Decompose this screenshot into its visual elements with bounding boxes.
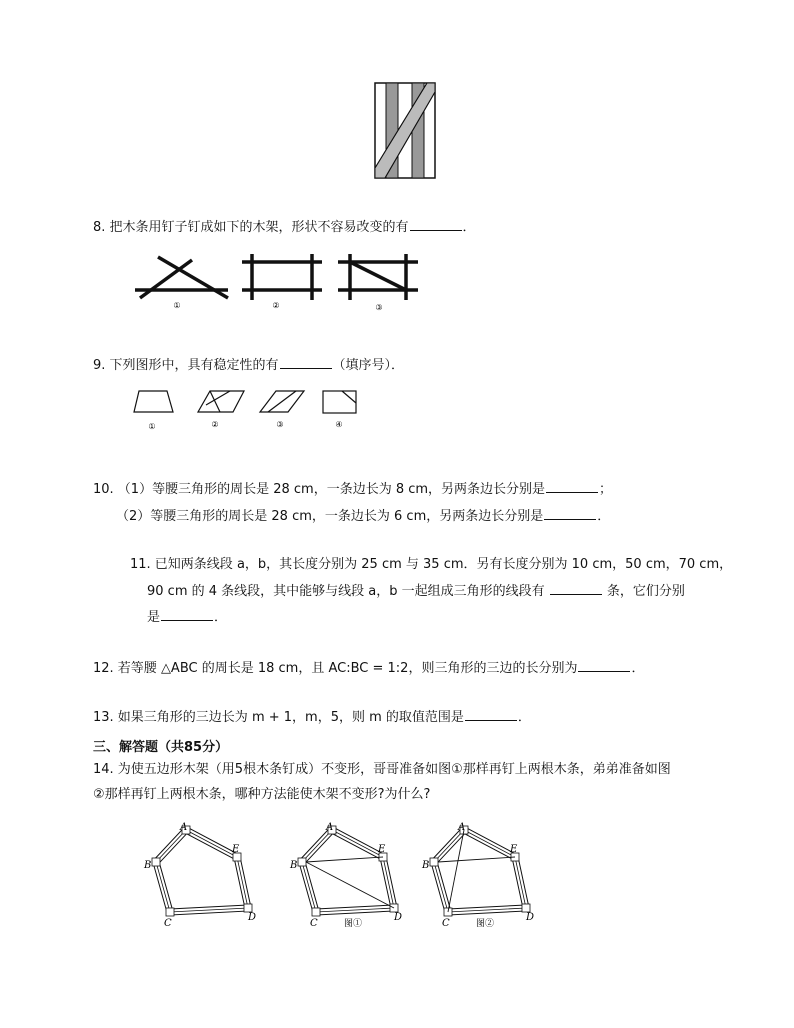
- question-8: 8. 把木条用钉子钉成如下的木架，形状不容易改变的有 ．: [93, 220, 476, 235]
- question-12: 12. 若等腰 △ABC 的周长是 18 cm，且 AC:BC = 1:2，则三角形的三边的长分别为 ．: [93, 661, 645, 676]
- answer-blank: [280, 356, 332, 369]
- frame-label-1: ①: [173, 301, 181, 310]
- answer-blank: [161, 608, 213, 621]
- section-3-title: 三、解答题（共85分）: [93, 740, 229, 755]
- answer-blank: [550, 582, 602, 595]
- shape-label-1: ①: [148, 422, 156, 431]
- svg-text:B: B: [290, 860, 298, 871]
- question-9: 9. 下列图形中，具有稳定性的有 （填序号）．: [93, 358, 405, 373]
- pentagon-frames-figure: [140, 822, 560, 932]
- answer-blank: [465, 708, 517, 721]
- caption-figure-1: 图①: [344, 919, 363, 929]
- svg-text:C: C: [442, 918, 450, 929]
- svg-text:D: D: [394, 912, 403, 923]
- svg-text:A: A: [180, 822, 188, 833]
- question-11-line-2: 90 cm 的 4 条线段，其中能够与线段 a，b 一起组成三角形的线段有 条，它们分别: [147, 584, 685, 599]
- pentagon-method-2: [421, 822, 534, 929]
- question-10-part-2: （2）等腰三角形的周长是 28 cm，一条边长为 6 cm，另两条边长分别是 ．: [116, 509, 611, 524]
- shape-label-3: ③: [276, 420, 284, 429]
- frame-label-3: ③: [375, 303, 383, 312]
- shapes-stability-figure: [130, 388, 370, 434]
- pentagon-method-1: [289, 822, 402, 929]
- svg-text:A: A: [458, 822, 466, 833]
- svg-text:D: D: [248, 912, 257, 923]
- svg-text:C: C: [164, 918, 172, 929]
- shape-label-4: ④: [335, 420, 343, 429]
- svg-text:B: B: [144, 860, 152, 871]
- svg-text:C: C: [310, 918, 318, 929]
- answer-blank: [410, 218, 462, 231]
- question-10-part-1: 10. （1）等腰三角形的周长是 28 cm，一条边长为 8 cm，另两条边长分别是 ；: [93, 482, 613, 497]
- question-11-line-1: 11. 已知两条线段 a，b，其长度分别为 25 cm 与 35 cm．另有长度分别为 10 cm，50 cm，70 cm，: [130, 557, 733, 572]
- caption-figure-2: 图②: [476, 919, 495, 929]
- question-13: 13. 如果三角形的三边长为 m + 1，m，5，则 m 的取值范围是 ．: [93, 710, 531, 725]
- frame-label-2: ②: [272, 301, 280, 310]
- question-11-line-3: 是 ．: [147, 610, 228, 625]
- question-9-text: 9. 下列图形中，具有稳定性的有: [93, 358, 279, 373]
- svg-text:E: E: [378, 844, 386, 855]
- question-14-line-2: ②那样再钉上两根木条，哪种方法能使木架不变形?为什么?: [93, 787, 431, 802]
- svg-text:E: E: [232, 844, 240, 855]
- question-8-text: 8. 把木条用钉子钉成如下的木架，形状不容易改变的有: [93, 220, 409, 235]
- pentagon-plain: [143, 822, 256, 929]
- svg-text:A: A: [326, 822, 334, 833]
- svg-text:E: E: [510, 844, 518, 855]
- wooden-frames-figure: [130, 252, 430, 314]
- answer-blank: [546, 480, 598, 493]
- answer-blank: [578, 659, 630, 672]
- stripe-rectangle-figure: [370, 80, 440, 182]
- shape-label-2: ②: [211, 420, 219, 429]
- question-14-line-1: 14. 为使五边形木架（用5根木条钉成）不变形，哥哥准备如图①那样再钉上两根木条，弟弟准备如图: [93, 762, 671, 777]
- svg-text:D: D: [526, 912, 535, 923]
- answer-blank: [544, 507, 596, 520]
- svg-text:B: B: [422, 860, 430, 871]
